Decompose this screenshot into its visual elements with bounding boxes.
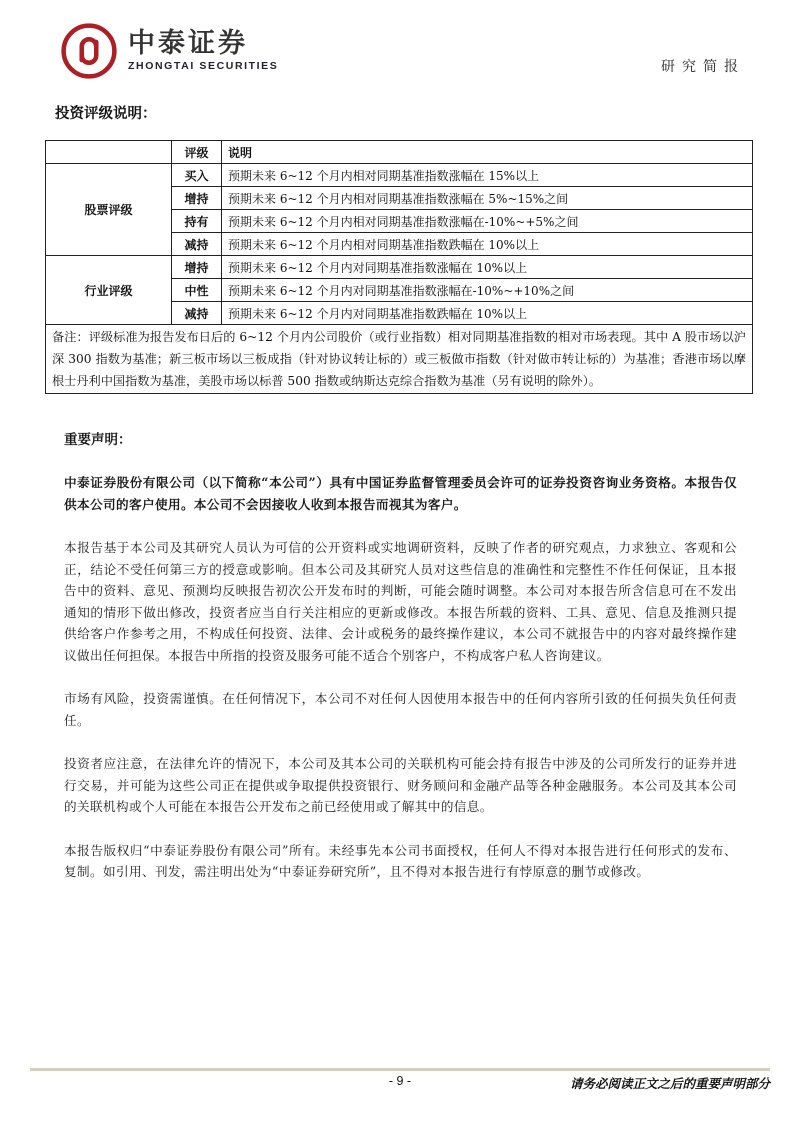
statement-title: 重要声明： xyxy=(64,432,132,448)
footer-notice: 请务必阅读正文之后的重要声明部分 xyxy=(569,1076,770,1091)
table-note-row xyxy=(46,325,753,394)
rating-label: 增持 xyxy=(172,256,222,279)
rating-label: 减持 xyxy=(172,302,222,325)
zhongtai-logo-icon xyxy=(60,22,118,80)
company-logo xyxy=(60,22,278,80)
table-row xyxy=(46,256,753,279)
page-header xyxy=(0,0,800,80)
logo-company-name-en: ZHONGTAI SECURITIES xyxy=(128,60,279,73)
rating-description: 预期未来 6~12 个月内相对同期基准指数涨幅在-10%~+5%之间 xyxy=(222,210,753,233)
rating-description: 预期未来 6~12 个月内相对同期基准指数涨幅在 5%~15%之间 xyxy=(222,187,753,210)
rating-table xyxy=(45,140,753,394)
desc-column-header: 说明 xyxy=(222,141,753,164)
rating-description: 预期未来 6~12 个月内相对同期基准指数跌幅在 10%以上 xyxy=(222,233,753,256)
table-row xyxy=(46,164,753,187)
rating-description: 预期未来 6~12 个月内对同期基准指数跌幅在 10%以上 xyxy=(222,302,753,325)
statement-paragraph: 本报告版权归“中泰证券股份有限公司”所有。未经事先本公司书面授权，任何人不得对本报告进行任何形式的发布、复制。如引用、刊发，需注明出处为“中泰证券研究所”，且不得对本报告进行有悖原意的删节或修改。 xyxy=(64,842,737,879)
report-type-label: 研究简报 xyxy=(661,59,745,75)
rating-label: 买入 xyxy=(172,164,222,187)
statement-paragraph: 本报告基于本公司及其研究人员认为可信的公开资料或实地调研资料，反映了作者的研究观点，力求独立、客观和公正，结论不受任何第三方的授意或影响。但本公司及其研究人员对这些信息的准确性和完整性不作任何保证，且本报告中的资料、意见、预测均反映报告初次公开发布时的判断，可能会随时调整。本公司对本报告所含信息可在不发出通知的情形下做出修改，投资者应当自行关注相应的更新或修改。本报告所载的资料、工具、意见、信息及推测只提供给客户作参考之用，不构成任何投资、法律、会计或税务的最终操作建议，本公司不就报告中的内容对最终操作建议做出任何担保。本报告中所指的投资及服务可能不适合个别客户，不构成客户私人咨询建议。 xyxy=(64,540,737,663)
industry-rating-group-label: 行业评级 xyxy=(46,256,172,325)
rating-label: 中性 xyxy=(172,279,222,302)
page-number: - 9 - xyxy=(388,1074,412,1088)
rating-label: 持有 xyxy=(172,210,222,233)
stock-rating-group-label: 股票评级 xyxy=(46,164,172,256)
rating-description: 预期未来 6~12 个月内对同期基准指数涨幅在-10%~+10%之间 xyxy=(222,279,753,302)
rating-description: 预期未来 6~12 个月内对同期基准指数涨幅在 10%以上 xyxy=(222,256,753,279)
rating-description: 预期未来 6~12 个月内相对同期基准指数涨幅在 15%以上 xyxy=(222,164,753,187)
rating-section-title: 投资评级说明： xyxy=(55,105,157,122)
important-statement-section xyxy=(64,428,737,883)
statement-paragraph: 中泰证券股份有限公司（以下简称“本公司”）具有中国证券监督管理委员会许可的证券投资咨询业务资格。本报告仅供本公司的客户使用。本公司不会因接收人收到本报告而视其为客户。 xyxy=(64,475,737,512)
footer-divider xyxy=(30,1068,770,1071)
logo-company-name-cn: 中泰证券 xyxy=(128,28,248,59)
statement-paragraph: 市场有风险，投资需谨慎。在任何情况下，本公司不对任何人因使用本报告中的任何内容所引致的任何损失负任何责任。 xyxy=(64,691,737,728)
rating-label: 减持 xyxy=(172,233,222,256)
statement-paragraph: 投资者应注意，在法律允许的情况下，本公司及其本公司的关联机构可能会持有报告中涉及的公司所发行的证券并进行交易，并可能为这些公司正在提供或争取提供投资银行、财务顾问和金融产品等各种金融服务。本公司及其本公司的关联机构或个人可能在本报告公开发布之前已经使用或了解其中的信息。 xyxy=(64,756,737,814)
rating-table-empty-header-cell xyxy=(46,141,172,164)
rating-column-header: 评级 xyxy=(172,141,222,164)
rating-label: 增持 xyxy=(172,187,222,210)
rating-note: 备注：评级标准为报告发布日后的 6~12 个月内公司股价（或行业指数）相对同期基准指数的相对市场表现。其中 A 股市场以沪深 300 指数为基准；新三板市场以三板成指（针对协议转让标的）或三板做市指数（针对做市转让标的）为基准；香港市场以摩根士丹利中国指数为基准，美股市场以标普 500 指数或纳斯达克综合指数为基准（另有说明的除外）。 xyxy=(46,325,753,394)
logo-text xyxy=(128,30,278,72)
rating-table-header-row xyxy=(46,141,753,164)
